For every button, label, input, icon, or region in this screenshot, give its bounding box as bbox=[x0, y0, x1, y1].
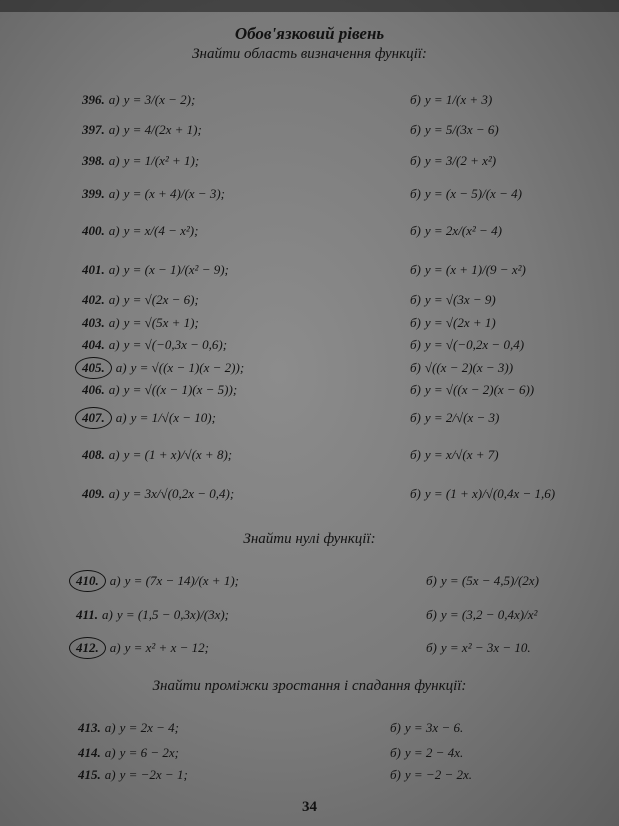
part-b-label: б) bbox=[410, 315, 421, 330]
circled-problem-number: 405. bbox=[75, 357, 112, 379]
formula-a: y = √((x − 1)(x − 2)); bbox=[130, 360, 245, 375]
formula-a: y = 4/(2x + 1); bbox=[123, 122, 202, 137]
formula-b: y = (3,2 − 0,4x)/x² bbox=[440, 607, 538, 622]
formula-a: y = √((x − 1)(x − 5)); bbox=[123, 382, 238, 397]
problem-number: 402. bbox=[82, 292, 105, 307]
formula-b: y = 3/(2 + x²) bbox=[424, 153, 497, 168]
part-a-label: а) bbox=[108, 337, 120, 352]
problem-part-a bbox=[82, 255, 229, 285]
formula-a: y = (x − 1)/(x² − 9); bbox=[123, 262, 229, 277]
problem-number: 409. bbox=[82, 486, 105, 501]
formula-b: y = (1 + x)/√(0,4x − 1,6) bbox=[424, 486, 556, 501]
part-b-label: б) bbox=[410, 486, 421, 501]
formula-b: y = (5x − 4,5)/(2x) bbox=[440, 573, 539, 588]
formula-a: y = 2x − 4; bbox=[119, 720, 180, 735]
formula-b: y = √(3x − 9) bbox=[424, 292, 496, 307]
part-a-label: а) bbox=[108, 153, 120, 168]
problem-number: 397. bbox=[82, 122, 105, 137]
part-b-label: б) bbox=[410, 153, 421, 168]
problem-part-b bbox=[426, 633, 531, 663]
problem-number: 401. bbox=[82, 262, 105, 277]
problem-part-a bbox=[82, 115, 202, 145]
part-a-label: а) bbox=[104, 720, 116, 735]
formula-a: y = −2x − 1; bbox=[119, 767, 188, 782]
formula-b: y = x² − 3x − 10. bbox=[440, 640, 531, 655]
problem-part-b bbox=[410, 85, 492, 115]
part-a-label: а) bbox=[108, 447, 120, 462]
formula-b: √((x − 2)(x − 3)) bbox=[424, 360, 514, 375]
problem-part-a bbox=[82, 146, 199, 176]
part-a-label: а) bbox=[108, 122, 120, 137]
part-b-label: б) bbox=[410, 447, 421, 462]
part-a-label: а) bbox=[108, 486, 120, 501]
problem-part-b bbox=[426, 600, 537, 630]
page-title: Обов'язковий рівень bbox=[234, 24, 385, 43]
problem-part-a bbox=[76, 600, 229, 630]
part-a-label: а) bbox=[115, 360, 127, 375]
formula-b: y = √(−0,2x − 0,4) bbox=[424, 337, 525, 352]
formula-a: y = 3/(x − 2); bbox=[123, 92, 196, 107]
part-b-label: б) bbox=[410, 92, 421, 107]
part-b-label: б) bbox=[410, 262, 421, 277]
circled-problem-number: 407. bbox=[75, 407, 112, 429]
problem-part-b bbox=[410, 146, 496, 176]
formula-a: y = 3x/√(0,2x − 0,4); bbox=[123, 486, 235, 501]
problem-part-b bbox=[390, 760, 472, 790]
problem-number: 396. bbox=[82, 92, 105, 107]
formula-b: y = 5/(3x − 6) bbox=[424, 122, 499, 137]
formula-a: y = (1,5 − 0,3x)/(3x); bbox=[116, 607, 230, 622]
page-top-edge bbox=[0, 0, 619, 12]
formula-b: y = √((x − 2)(x − 6)) bbox=[424, 382, 535, 397]
formula-a: y = x/(4 − x²); bbox=[123, 223, 199, 238]
circled-problem-number: 410. bbox=[69, 570, 106, 592]
problem-number: 413. bbox=[78, 720, 101, 735]
problem-number: 398. bbox=[82, 153, 105, 168]
problem-number: 403. bbox=[82, 315, 105, 330]
part-a-label: а) bbox=[108, 382, 120, 397]
part-a-label: а) bbox=[109, 573, 121, 588]
part-b-label: б) bbox=[390, 720, 401, 735]
formula-a: y = √(5x + 1); bbox=[123, 315, 199, 330]
problem-number: 414. bbox=[78, 745, 101, 760]
problem-part-a bbox=[78, 760, 188, 790]
problem-part-a bbox=[76, 633, 209, 663]
formula-a: y = x² + x − 12; bbox=[124, 640, 209, 655]
part-b-label: б) bbox=[390, 767, 401, 782]
problem-number: 408. bbox=[82, 447, 105, 462]
part-b-label: б) bbox=[426, 573, 437, 588]
section-heading-domain: Знайти область визначення функції: bbox=[192, 46, 427, 62]
formula-a: y = √(2x − 6); bbox=[123, 292, 199, 307]
part-b-label: б) bbox=[410, 337, 421, 352]
formula-a: y = √(−0,3x − 0,6); bbox=[123, 337, 228, 352]
part-b-label: б) bbox=[410, 186, 421, 201]
problem-number: 400. bbox=[82, 223, 105, 238]
section-heading-monotonic: Знайти проміжки зростання і спадання функції: bbox=[152, 678, 467, 694]
formula-b: y = √(2x + 1) bbox=[424, 315, 496, 330]
part-a-label: а) bbox=[109, 640, 121, 655]
formula-a: y = (x + 4)/(x − 3); bbox=[123, 186, 225, 201]
problem-number: 399. bbox=[82, 186, 105, 201]
part-a-label: а) bbox=[102, 607, 113, 622]
part-a-label: а) bbox=[104, 745, 116, 760]
formula-b: y = 2 − 4x. bbox=[404, 745, 464, 760]
part-b-label: б) bbox=[410, 292, 421, 307]
part-a-label: а) bbox=[108, 92, 120, 107]
part-b-label: б) bbox=[410, 382, 421, 397]
formula-a: y = 1/(x² + 1); bbox=[123, 153, 200, 168]
section-heading-zeros: Знайти нулі функції: bbox=[243, 531, 376, 547]
part-b-label: б) bbox=[410, 223, 421, 238]
formula-a: y = 1/√(x − 10); bbox=[130, 410, 216, 425]
part-b-label: б) bbox=[410, 360, 421, 375]
part-a-label: а) bbox=[115, 410, 127, 425]
part-b-label: б) bbox=[410, 410, 421, 425]
part-a-label: а) bbox=[108, 292, 120, 307]
formula-b: y = (x + 1)/(9 − x²) bbox=[424, 262, 526, 277]
part-a-label: а) bbox=[108, 186, 120, 201]
part-b-label: б) bbox=[426, 607, 437, 622]
formula-a: y = 6 − 2x; bbox=[119, 745, 180, 760]
problem-part-a bbox=[82, 375, 237, 405]
problem-part-b bbox=[410, 179, 522, 209]
part-a-label: а) bbox=[108, 262, 120, 277]
circled-problem-number: 412. bbox=[69, 637, 106, 659]
problem-part-a bbox=[76, 566, 239, 596]
problem-part-a bbox=[82, 85, 195, 115]
part-a-label: а) bbox=[104, 767, 116, 782]
problem-part-b bbox=[410, 440, 499, 470]
problem-part-a bbox=[82, 216, 198, 246]
formula-b: y = (x − 5)/(x − 4) bbox=[424, 186, 522, 201]
formula-b: y = −2 − 2x. bbox=[404, 767, 472, 782]
formula-a: y = (7x − 14)/(x + 1); bbox=[124, 573, 239, 588]
part-b-label: б) bbox=[426, 640, 437, 655]
part-b-label: б) bbox=[410, 122, 421, 137]
problem-number: 406. bbox=[82, 382, 105, 397]
problem-part-b bbox=[410, 403, 499, 433]
problem-part-b bbox=[410, 115, 499, 145]
problem-part-a bbox=[82, 440, 232, 470]
formula-b: y = 1/(x + 3) bbox=[424, 92, 493, 107]
problem-part-b bbox=[426, 566, 539, 596]
problem-part-b bbox=[410, 479, 555, 509]
problem-number: 415. bbox=[78, 767, 101, 782]
formula-b: y = 2/√(x − 3) bbox=[424, 410, 500, 425]
problem-part-b bbox=[410, 375, 534, 405]
problem-part-a bbox=[82, 403, 216, 433]
problem-part-a bbox=[82, 179, 225, 209]
part-a-label: а) bbox=[108, 315, 120, 330]
part-a-label: а) bbox=[108, 223, 120, 238]
formula-a: y = (1 + x)/√(x + 8); bbox=[123, 447, 233, 462]
problem-part-a bbox=[82, 479, 234, 509]
formula-b: y = 2x/(x² − 4) bbox=[424, 223, 502, 238]
problem-part-b bbox=[410, 216, 502, 246]
problem-number: 404. bbox=[82, 337, 105, 352]
problem-number: 411. bbox=[76, 607, 99, 622]
page-number: 34 bbox=[302, 799, 317, 815]
part-b-label: б) bbox=[390, 745, 401, 760]
formula-b: y = 3x − 6. bbox=[404, 720, 464, 735]
formula-b: y = x/√(x + 7) bbox=[424, 447, 499, 462]
problem-part-b bbox=[410, 255, 526, 285]
